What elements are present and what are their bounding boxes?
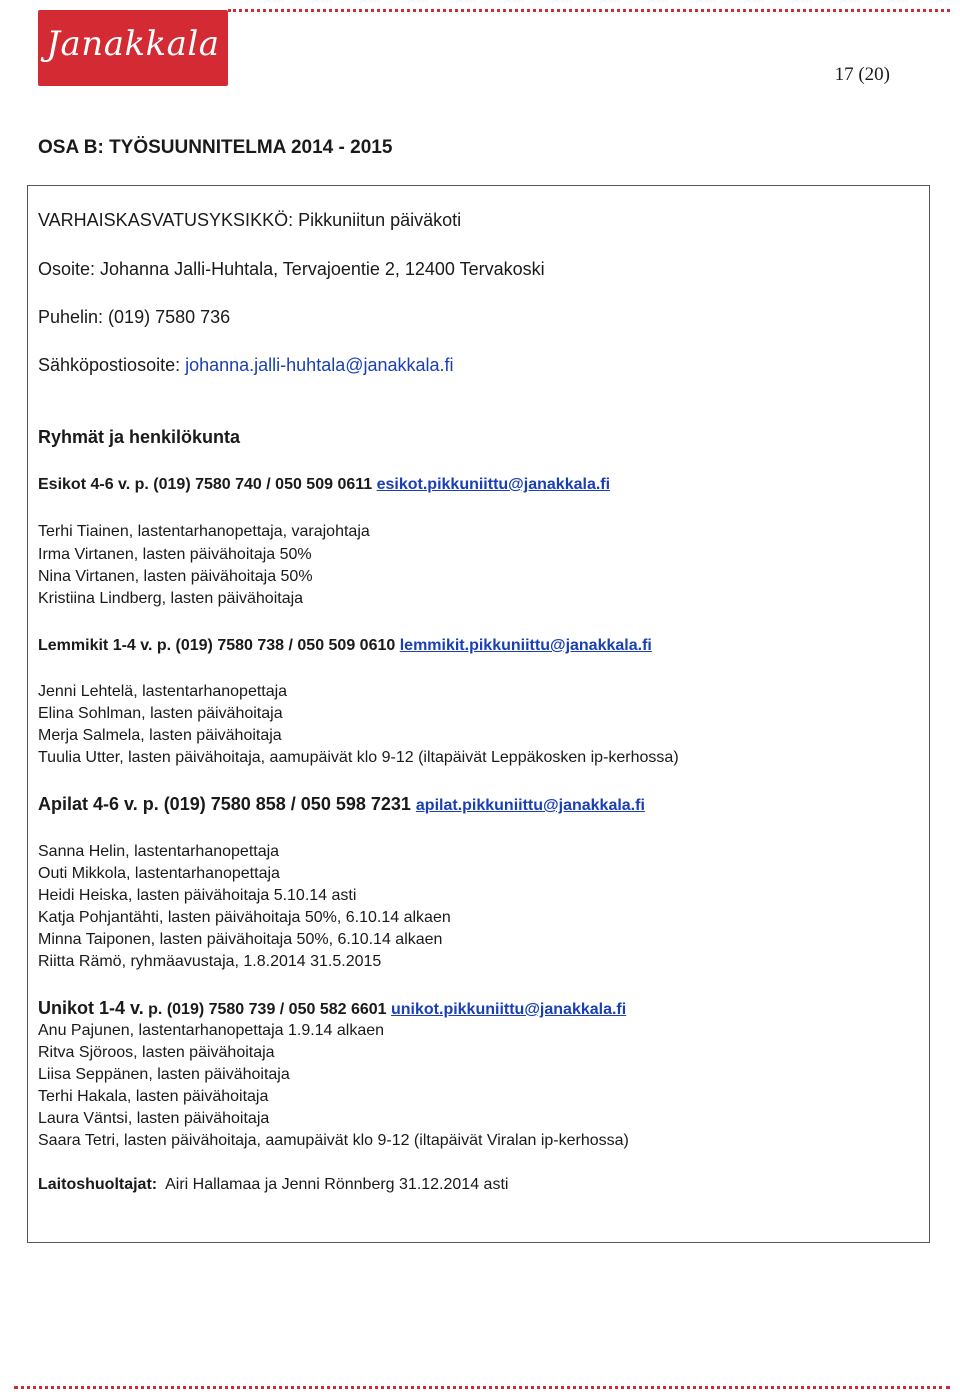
group-title: Lemmikit 1-4 v. p. (019) 7580 738 / 050 509 0610 <box>38 637 400 654</box>
staff-item: Kristiina Lindberg, lasten päivähoitaja <box>38 590 304 607</box>
group-esikot-header <box>38 475 610 495</box>
staff-item: Riitta Rämö, ryhmäavustaja, 1.8.2014 31.5.2015 <box>38 953 382 970</box>
cleaning-value: Airi Hallamaa ja Jenni Rönnberg 31.12.2014 asti <box>157 1176 509 1193</box>
group-email-link[interactable]: unikot.pikkuniittu@janakkala.fi <box>391 1001 627 1018</box>
email-label: Sähköpostiosoite: <box>38 355 186 375</box>
staff-item: Tuulia Utter, lasten päivähoitaja, aamupäivät klo 9-12 (iltapäivät Leppäkosken ip-kerhossa) <box>38 749 679 766</box>
staff-item: Merja Salmela, lasten päivähoitaja <box>38 727 282 744</box>
group-title: Unikot 1-4 v. <box>38 998 144 1018</box>
group-lemmikit-header <box>38 636 652 656</box>
staff-item: Nina Virtanen, lasten päivähoitaja 50% <box>38 568 313 585</box>
group-title: Apilat 4-6 v. p. (019) 7580 858 / 050 598 7231 <box>38 794 416 814</box>
staff-item: Katja Pohjantähti, lasten päivähoitaja 50%, 6.10.14 alkaen <box>38 909 451 926</box>
staff-item: Heidi Heiska, lasten päivähoitaja 5.10.14 asti <box>38 887 357 904</box>
groups-heading: Ryhmät ja henkilökunta <box>38 427 241 447</box>
janakkala-logo <box>38 10 228 86</box>
staff-item: Anu Pajunen, lastentarhanopettaja 1.9.14 alkaen <box>38 1022 385 1039</box>
phone-line: Puhelin: (019) 7580 736 <box>38 307 231 327</box>
address-line: Osoite: Johanna Jalli-Huhtala, Tervajoentie 2, 12400 Tervakoski <box>38 259 545 279</box>
group-email-link[interactable]: apilat.pikkuniittu@janakkala.fi <box>415 797 645 814</box>
cleaning-staff-line <box>38 1175 508 1195</box>
staff-item: Saara Tetri, lasten päivähoitaja, aamupäivät klo 9-12 (iltapäivät Viralan ip-kerhossa) <box>38 1132 629 1149</box>
staff-item: Liisa Seppänen, lasten päivähoitaja <box>38 1066 290 1083</box>
cleaning-label: Laitoshuoltajat: <box>38 1176 158 1193</box>
group-unikot-header <box>38 998 626 1020</box>
unit-title: VARHAISKASVATUSYKSIKKÖ: Pikkuniitun päiväkoti <box>38 210 462 230</box>
group-email-link[interactable]: esikot.pikkuniittu@janakkala.fi <box>376 476 611 493</box>
staff-item: Ritva Sjöroos, lasten päivähoitaja <box>38 1044 275 1061</box>
group-email-link[interactable]: lemmikit.pikkuniittu@janakkala.fi <box>399 637 652 654</box>
staff-item: Terhi Hakala, lasten päivähoitaja <box>38 1088 269 1105</box>
staff-item: Jenni Lehtelä, lastentarhanopettaja <box>38 683 288 700</box>
group-title: Esikot 4-6 v. p. (019) 7580 740 / 050 509 0611 <box>38 476 377 493</box>
top-decorative-rule <box>228 9 950 12</box>
staff-item: Minna Taiponen, lasten päivähoitaja 50%, 6.10.14 alkaen <box>38 931 443 948</box>
page-number: 17 (20) <box>834 64 890 85</box>
staff-item: Irma Virtanen, lasten päivähoitaja 50% <box>38 546 312 563</box>
staff-item: Laura Väntsi, lasten päivähoitaja <box>38 1110 270 1127</box>
page-heading: OSA B: TYÖSUUNNITELMA 2014 - 2015 <box>38 137 393 158</box>
staff-item: Terhi Tiainen, lastentarhanopettaja, varajohtaja <box>38 523 370 540</box>
bottom-decorative-rule <box>14 1386 950 1389</box>
email-line <box>38 355 454 375</box>
group-phone: p. (019) 7580 739 / 050 582 6601 <box>143 1001 391 1018</box>
logo-text: Janakkala <box>46 24 220 64</box>
staff-item: Sanna Helin, lastentarhanopettaja <box>38 843 280 860</box>
staff-item: Outi Mikkola, lastentarhanopettaja <box>38 865 280 882</box>
staff-item: Elina Sohlman, lasten päivähoitaja <box>38 705 283 722</box>
group-apilat-header <box>38 794 645 816</box>
contact-email-link[interactable]: johanna.jalli-huhtala@janakkala.fi <box>185 355 454 375</box>
